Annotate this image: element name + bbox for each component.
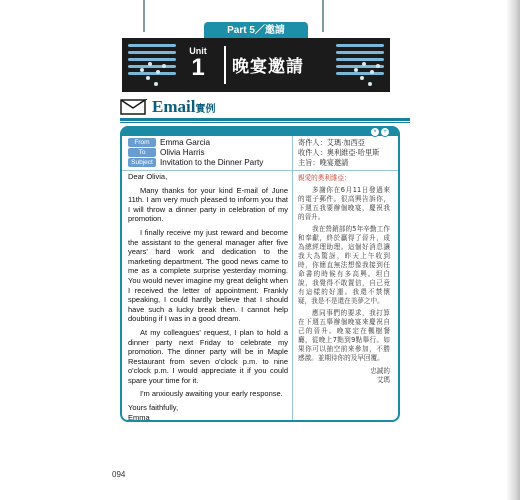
from-row — [128, 138, 210, 148]
cn-paragraph-3: 應同事們的要求，我打算在下週五舉辦個晚宴來慶祝自己的晉升。晚宴定在楓樹餐廳，從晚上7點到9點舉行。如果你可以抽空前來參加，不勝感激。並期待你的及早回覆。 — [298, 309, 390, 362]
to-value: Olivia Harris — [160, 148, 205, 157]
subject-row — [128, 158, 263, 168]
from-value: Emma Garcia — [160, 138, 211, 147]
closing: Yours faithfully, — [128, 403, 179, 413]
cn-sign-2: 艾瑪 — [376, 376, 390, 384]
email-titlebar — [122, 128, 398, 136]
cn-sign-1: 忠誠的 — [370, 367, 390, 375]
unit-banner — [122, 38, 390, 92]
hanging-line-right — [322, 0, 324, 32]
cn-paragraph-1: 多謝你在6月11日發過來的電子郵件。很高興告訴你，下週五我要辦個晚宴，慶祝我的晉升。 — [298, 186, 390, 221]
cn-recipient: 收件人：奧利維亞‧哈里斯 — [298, 148, 380, 157]
cn-sender: 寄件人：艾瑪‧加西亞 — [298, 138, 365, 147]
banner-divider — [224, 46, 226, 84]
unit-word: Unit — [189, 46, 207, 56]
email-section-title — [152, 97, 215, 117]
close-icon[interactable]: × — [370, 127, 380, 137]
hanging-line-left — [143, 0, 145, 32]
paragraph-1: Many thanks for your kind E-mail of June 11th. I am very much pleased to inform you that I will throw a dinner party in celebration of my promotion. — [128, 185, 288, 224]
banner-dots-left — [140, 60, 168, 88]
maximize-icon[interactable]: + — [380, 127, 390, 137]
cn-paragraph-2: 我在營銷部的5年辛勤工作和奉獻，終於贏得了晉升，成為總經理助理。這個好消息讓我大為驚訝，昨天上午收到時，你簡直無法想像我接到任命書的時候有多高興。坦白說，我覺得不敢置信，自己竟有這樣的好運。我還不禁懷疑，我是不是還在美夢之中。 — [298, 225, 390, 305]
unit-title: 晚宴邀請 — [232, 57, 304, 77]
cn-salutation: 親愛的奧利維亞： — [298, 174, 351, 182]
unit-number: 1 — [191, 54, 205, 81]
envelope-icon — [120, 99, 148, 115]
paragraph-4: I'm anxiously awaiting your early response. — [140, 389, 283, 399]
cn-sign-block — [298, 367, 390, 385]
signature: Emma — [128, 412, 150, 422]
email-title-cn: 實例 — [195, 104, 216, 115]
email-body-chinese — [298, 174, 390, 385]
paragraph-3: At my colleagues' request, I plan to hold a dinner party next Friday to celebrate my promotion. The dinner party will be in Maple Restaurant from seven o'clock p.m. to nine o'clock p.m. I would appreciate it if you could spare your time for it. — [128, 327, 288, 385]
page-number: 094 — [112, 470, 126, 479]
heading-rule-thin — [120, 122, 410, 123]
page-edge-shadow — [506, 0, 520, 500]
cn-subject: 主旨：晚宴邀請 — [298, 158, 349, 167]
email-window — [120, 126, 400, 422]
subject-tag: Subject — [128, 158, 156, 167]
heading-rule — [120, 118, 410, 121]
from-tag: From — [128, 138, 156, 147]
to-row — [128, 148, 205, 158]
header-divider — [122, 170, 398, 171]
unit-label — [176, 44, 220, 88]
banner-dots-right — [354, 60, 382, 88]
salutation: Dear Olivia, — [128, 172, 168, 181]
email-title-en: Email — [152, 97, 196, 116]
closing-block — [128, 403, 288, 422]
subject-value: Invitation to the Dinner Party — [160, 158, 264, 167]
email-body-english — [128, 172, 288, 422]
paragraph-2: I finally receive my just reward and become the assistant to the general manager after five years' hard work and dedication to the marketing department. The good news came to me as a complete surprise yesterday morning. You would never imagine my great delight when I received the letter of appointment. Frankly speaking, I could hardly believe that I should have such a lucky break then. I cannot help doubting if I was in a good dream. — [128, 227, 288, 324]
part-tab: Part 5／邀請 — [204, 22, 308, 40]
cn-header-meta — [298, 138, 379, 168]
to-tag: To — [128, 148, 156, 157]
column-divider — [292, 136, 293, 420]
